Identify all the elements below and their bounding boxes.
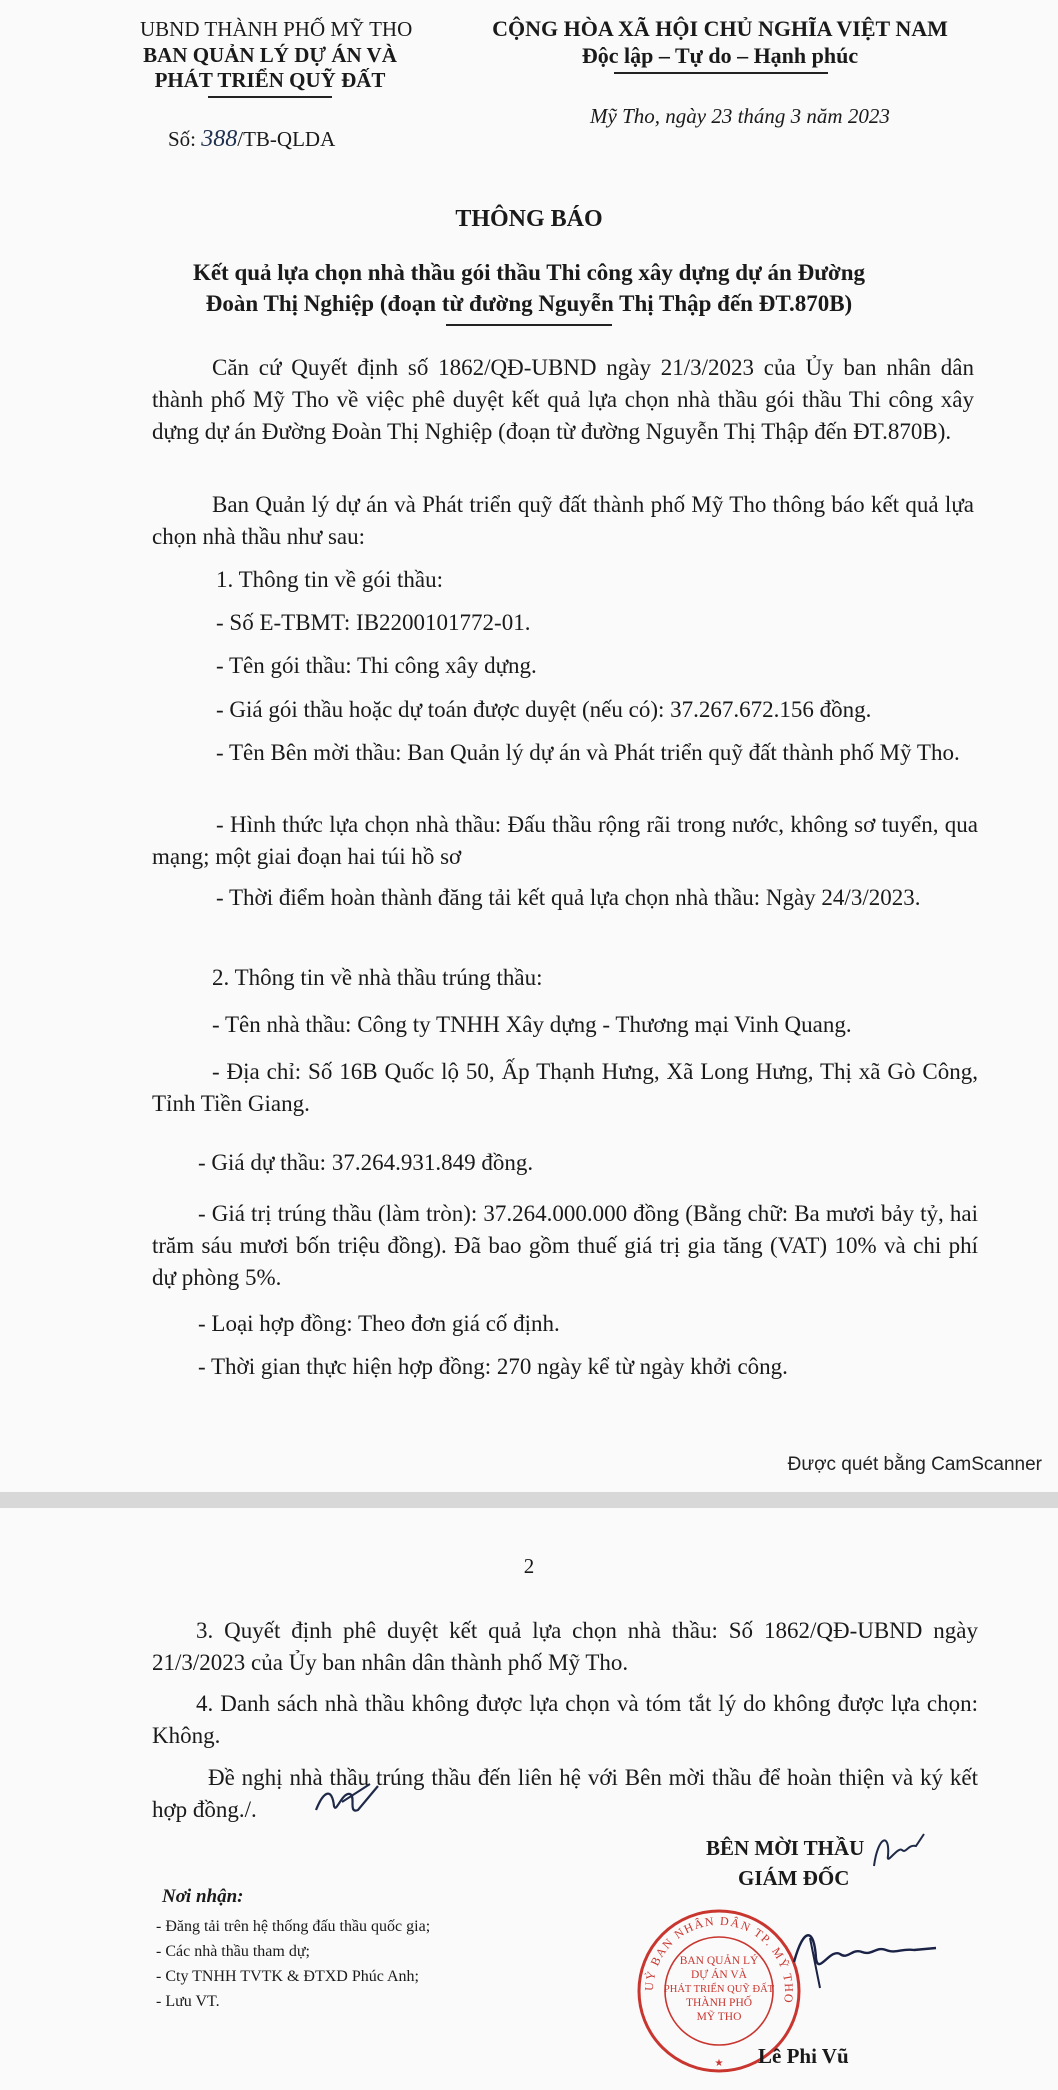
stamp-ring-text: UỶ BAN NHÂN DÂN TP. MỸ THO: [641, 1913, 797, 2005]
item-winning-value: - Giá trị trúng thầu (làm tròn): 37.264.000.000 đồng (Bằng chữ: Ba mươi bảy tỷ, hai trăm sáu mươi bốn triệu đồng). Đã bao gồm thuế giá trị gia tăng (VAT) 10% và chi phí dự phòng 5%.: [152, 1201, 978, 1290]
paragraph-legal-basis: Căn cứ Quyết định số 1862/QĐ-UBND ngày 21/3/2023 của Ủy ban nhân dân thành phố Mỹ Tho về việc phê duyệt kết quả lựa chọn nhà thầu gói thầu Thi công xây dựng dự án Đường Đoàn Thị Nghiệp (đoạn từ đường Nguyễn Thị Thập đến ĐT.870B).: [152, 355, 974, 444]
closing-request: Đề nghị nhà thầu trúng thầu đến liên hệ với Bên mời thầu để hoàn thiện và ký kết hợp đồng./.: [152, 1765, 978, 1822]
section-4-unselected: 4. Danh sách nhà thầu không được lựa chọn và tóm tắt lý do không được lựa chọn: Không.: [152, 1691, 978, 1748]
document-subtitle-1: Kết quả lựa chọn nhà thầu gói thầu Thi công xây dựng dự án Đường: [192, 260, 866, 285]
item-bid-price: - Giá dự thầu: 37.264.931.849 đồng.: [198, 1150, 534, 1175]
document-title: THÔNG BÁO: [455, 206, 603, 232]
approval-scribble-icon: [868, 1826, 928, 1874]
page-number: 2: [523, 1554, 535, 1578]
item-selection-method: - Hình thức lựa chọn nhà thầu: Đấu thầu rộng rãi trong nước, không sơ tuyển, qua mạng; một giai đoạn hai túi hồ sơ: [152, 812, 978, 869]
section-2-heading: 2. Thông tin về nhà thầu trúng thầu:: [212, 965, 543, 990]
national-title: CỘNG HÒA XÃ HỘI CHỦ NGHĨA VIỆT NAM: [492, 16, 948, 41]
signer-name: Lê Phi Vũ: [758, 2044, 849, 2068]
agency-name-2: PHÁT TRIỂN QUỸ ĐẤT: [154, 68, 386, 92]
item-etbmt: - Số E-TBMT: IB2200101772-01.: [216, 610, 531, 635]
stamp-line: MỸ THO: [696, 2011, 742, 2023]
svg-text:★: ★: [714, 2058, 724, 2069]
item-contractor-name: - Tên nhà thầu: Công ty TNHH Xây dựng - Thương mại Vinh Quang.: [212, 1012, 852, 1037]
document-date: Mỹ Tho, ngày 23 tháng 3 năm 2023: [590, 104, 890, 128]
recipient-item: - Lưu VT.: [156, 1993, 220, 2010]
recipients-title: Nơi nhận:: [162, 1886, 244, 1907]
subtitle-underline: [446, 324, 612, 326]
signer-role-1: BÊN MỜI THẦU: [706, 1836, 865, 1860]
section-3-decision: 3. Quyết định phê duyệt kết quả lựa chọn nhà thầu: Số 1862/QĐ-UBND ngày 21/3/2023 của Ủy ban nhân dân thành phố Mỹ Tho.: [152, 1618, 978, 1675]
item-package-price: - Giá gói thầu hoặc dự toán được duyệt (nếu có): 37.267.672.156 đồng.: [216, 697, 872, 722]
agency-parent: UBND THÀNH PHỐ MỸ THO: [140, 17, 413, 41]
item-contractor-address: - Địa chỉ: Số 16B Quốc lộ 50, Ấp Thạnh Hưng, Xã Long Hưng, Thị xã Gò Công, Tỉnh Tiền Giang.: [152, 1059, 978, 1116]
item-inviting-party: - Tên Bên mời thầu: Ban Quản lý dự án và Phát triển quỹ đất thành phố Mỹ Tho.: [216, 740, 960, 765]
recipients-list: [156, 1914, 430, 2014]
doc-no-handwritten: 388: [201, 126, 238, 152]
item-contract-duration: - Thời gian thực hiện hợp đồng: 270 ngày kể từ ngày khởi công.: [198, 1354, 788, 1379]
director-signature-icon: [790, 1918, 940, 1998]
stamp-line: BAN QUẢN LÝ: [679, 1955, 759, 1967]
stamp-line: THÀNH PHỐ: [685, 1997, 753, 2009]
agency-name-1: BAN QUẢN LÝ DỰ ÁN VÀ: [143, 43, 397, 67]
item-package-name: - Tên gói thầu: Thi công xây dựng.: [216, 653, 537, 678]
item-posting-time: - Thời điểm hoàn thành đăng tải kết quả lựa chọn nhà thầu: Ngày 24/3/2023.: [216, 885, 921, 910]
document-subtitle-2: Đoàn Thị Nghiệp (đoạn từ đường Nguyễn Thị Thập đến ĐT.870B): [205, 291, 853, 316]
motto-underline: [614, 72, 828, 74]
recipient-item: - Đăng tải trên hệ thống đấu thầu quốc gia;: [156, 1918, 431, 1935]
camscanner-watermark: Được quét bằng CamScanner: [787, 1454, 1042, 1475]
doc-no-suffix: /TB-QLDA: [237, 127, 336, 151]
stamp-line: DỰ ÁN VÀ: [691, 1969, 747, 1981]
document-page-2: [0, 1508, 1058, 2090]
item-contract-type: - Loại hợp đồng: Theo đơn giá cố định.: [198, 1311, 560, 1336]
national-motto: Độc lập – Tự do – Hạnh phúc: [581, 43, 859, 68]
document-number: [168, 126, 335, 153]
paragraph-announcement: Ban Quản lý dự án và Phát triển quỹ đất thành phố Mỹ Tho thông báo kết quả lựa chọn nhà thầu như sau:: [152, 492, 974, 549]
recipient-item: - Các nhà thầu tham dự;: [156, 1943, 310, 1960]
section-1-heading: 1. Thông tin về gói thầu:: [216, 567, 444, 592]
doc-no-prefix: Số:: [168, 127, 197, 151]
signer-role-2: GIÁM ĐỐC: [738, 1866, 850, 1890]
initials-signature-icon: [312, 1780, 382, 1820]
recipient-item: - Cty TNHH TVTK & ĐTXD Phúc Anh;: [156, 1968, 419, 1985]
header-left-underline: [208, 96, 332, 98]
stamp-line: PHÁT TRIỂN QUỸ ĐẤT: [663, 1984, 775, 1995]
